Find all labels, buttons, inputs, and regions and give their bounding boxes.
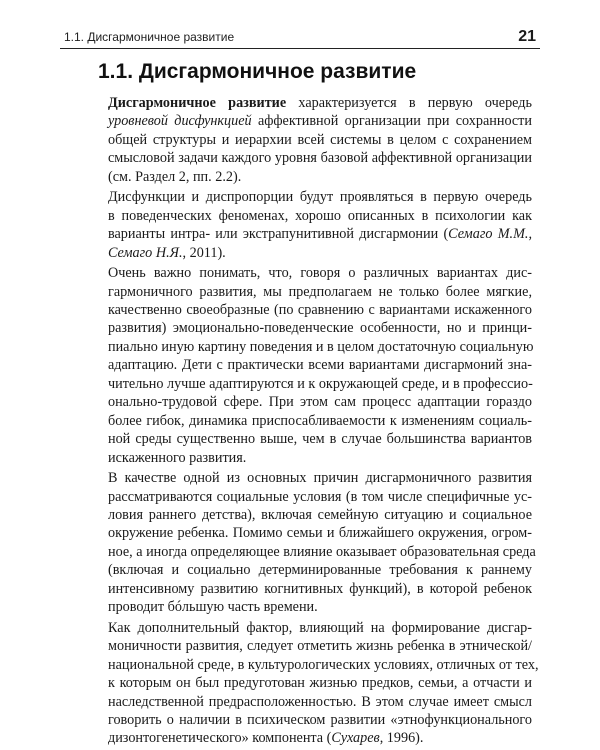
text-line: (см. Раздел 2, пп. 2.2). <box>108 168 242 185</box>
text-line: ное, а иногда определяющее влияние оказывает образовательная среда <box>108 543 536 560</box>
text-line <box>90 112 532 130</box>
line-text: , 2011). <box>182 244 226 261</box>
bold-term: Дисгармоничное развитие <box>108 95 287 111</box>
text-line: окружение ребенка. Помимо семьи и ближайшего окружения, огром- <box>108 525 532 542</box>
text-line: наследственной предрасположенностью. В этом случае имеет смысл <box>108 693 532 710</box>
text-line: более гибок, динамика приспосабливаемости к изменениям социаль- <box>108 412 532 429</box>
text-line: адаптацию. Дети с практически всеми вариантами дисгармоний зна- <box>108 357 532 374</box>
text-line: проводит бóльшую часть времени. <box>108 599 318 616</box>
line-text: аффективной организации при сохранности <box>251 113 532 130</box>
text-line: онально-трудовой сфере. При этом сам процесс адаптации гораздо <box>108 394 532 411</box>
running-title: 1.1. Дисгармоничное развитие <box>64 30 235 44</box>
body-text <box>90 94 539 750</box>
text-line: национальной среде, в культурологических условиях, отличных от тех, <box>108 656 539 673</box>
text-line: общей структуры и иерархии всей системы в целом с сохранением <box>108 131 532 148</box>
text-line: Очень важно понимать, что, говоря о различных вариантах дис- <box>108 265 532 282</box>
text-line: смысловой задачи каждого уровня базовой аффективной организации <box>108 150 532 167</box>
text-line: ловия раннего детства), включая семейную ситуацию и социальное <box>108 506 532 523</box>
text-line: говорить о наличии в психическом развитии «этнофункционального <box>108 711 532 728</box>
text-line: Дисфункции и диспропорции будут проявляться в первую очередь <box>108 189 532 206</box>
text-line: рассматриваются социальные условия (в том числе специфичные ус- <box>108 488 532 505</box>
line-text: , 1996). <box>379 730 424 747</box>
text-line: (включая и социально детерминированные требования к раннему <box>108 562 532 579</box>
running-head <box>60 26 540 49</box>
citation-author: Семаго Н.Я. <box>108 244 183 261</box>
text-line: развития) эмоционально-поведенческие особенности, но и принци- <box>108 320 532 337</box>
text-line: качественно своеобразные (по сравнению с вариантами искаженного <box>108 301 532 318</box>
text-line <box>90 94 532 112</box>
text-line <box>90 244 532 262</box>
paragraph <box>90 94 532 186</box>
text-line: чительно лучше адаптируются и к окружающей среде, и в профессио- <box>108 375 533 392</box>
text-line: в поведенческих феноменах, хорошо описанных в психологии как <box>108 207 532 224</box>
text-line: интенсивному развитию когнитивных функций), в которой ребенок <box>108 580 532 597</box>
line-text: характеризуется в первую очередь <box>286 95 532 111</box>
italic-term: уровневой дисфункцией <box>108 113 252 130</box>
text-line: ной среды существенно выше, чем в случае большинства вариантов <box>108 431 532 448</box>
text-line: к которым он был предуготован жизнью предков, семьи, а отчасти и <box>108 675 532 692</box>
paragraph <box>90 264 532 467</box>
text-line: В качестве одной из основных причин дисгармоничного развития <box>108 470 532 487</box>
text-line: пиально иную картину поведения и в целом достаточную социальную <box>108 338 534 355</box>
line-text: варианты интра- или экстрапунитивной дисгармонии ( <box>108 226 449 243</box>
text-line: искаженного развития. <box>108 449 247 466</box>
citation-author: Сухарев <box>331 730 380 747</box>
section-heading: 1.1. Дисгармоничное развитие <box>98 60 417 83</box>
text-line <box>90 729 532 747</box>
page-number: 21 <box>518 28 536 45</box>
text-line: моничности развития, следует отметить жизнь ребенка в этнической/ <box>108 638 532 655</box>
paragraph <box>90 188 532 262</box>
text-line: гармоничного развития, мы предполагаем не только более мягкие, <box>108 283 532 300</box>
citation-author: Семаго М.М., <box>448 226 532 243</box>
line-text: дизонтогенетического» компонента ( <box>108 730 332 747</box>
paragraph <box>90 619 539 748</box>
text-line: Как дополнительный фактор, влияющий на формирование дисгар- <box>108 619 532 636</box>
text-line <box>90 225 532 243</box>
paragraph <box>90 469 536 617</box>
